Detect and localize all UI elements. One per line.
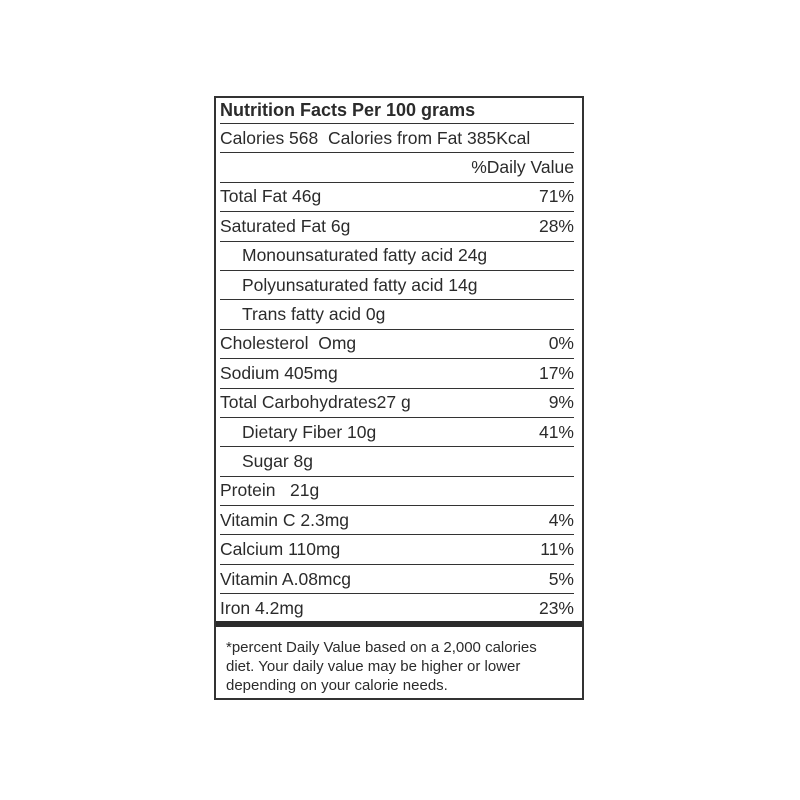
nutrient-percent: 23% (538, 598, 574, 619)
calories-text: Calories 568 Calories from Fat 385Kcal (220, 127, 531, 148)
footnote: *percent Daily Value based on a 2,000 calories diet. Your daily value may be higher or lower depending on your calorie needs. (226, 639, 537, 694)
nutrient-name: Iron 4.2mg (220, 598, 304, 619)
calories-row (220, 124, 574, 153)
nutrient-name: Saturated Fat 6g (220, 215, 351, 236)
nutrient-name: Sodium 405mg (220, 362, 338, 383)
nutrient-percent: 11% (540, 539, 574, 560)
daily-value-header: %Daily Value (471, 157, 574, 178)
nutrient-row (220, 300, 574, 329)
nutrient-row (220, 359, 574, 388)
nutrient-percent: 71% (538, 186, 574, 207)
nutrient-row (220, 212, 574, 241)
daily-value-header-row (220, 153, 574, 182)
nutrition-table (220, 98, 574, 624)
nutrient-name: Total Fat 46g (220, 186, 322, 207)
label-title: Nutrition Facts Per 100 grams (220, 100, 476, 120)
nutrient-row (220, 565, 574, 594)
nutrient-row (220, 594, 574, 623)
nutrient-row (220, 418, 574, 447)
nutrient-percent: 41% (538, 421, 574, 442)
thick-divider (216, 621, 582, 627)
nutrient-name: Sugar 8g (242, 450, 314, 471)
nutrient-name: Cholesterol Omg (220, 333, 357, 354)
nutrient-name: Calcium 110mg (220, 539, 341, 560)
nutrient-row (220, 183, 574, 212)
nutrient-name: Total Carbohydrates27 g (220, 392, 411, 413)
nutrient-row (220, 271, 574, 300)
nutrient-row (220, 506, 574, 535)
nutrient-percent: 9% (548, 392, 574, 413)
nutrient-row (220, 447, 574, 476)
nutrient-percent: 4% (548, 509, 574, 530)
nutrient-name: Protein 21g (220, 480, 320, 501)
nutrient-row (220, 477, 574, 506)
nutrient-row (220, 535, 574, 564)
nutrient-row (220, 242, 574, 271)
nutrition-facts-label (214, 96, 584, 700)
nutrient-name: Trans fatty acid 0g (242, 304, 386, 325)
nutrient-name: Vitamin C 2.3mg (220, 509, 350, 530)
nutrient-row (220, 330, 574, 359)
nutrient-percent: 0% (548, 333, 574, 354)
nutrient-percent: 28% (538, 215, 574, 236)
nutrient-row (220, 389, 574, 418)
nutrient-name: Polyunsaturated fatty acid 14g (242, 274, 478, 295)
label-title-row (220, 98, 574, 124)
nutrient-percent: 17% (538, 362, 574, 383)
nutrient-name: Dietary Fiber 10g (242, 421, 377, 442)
nutrient-name: Vitamin A.08mcg (220, 568, 351, 589)
nutrient-name: Monounsaturated fatty acid 24g (242, 245, 488, 266)
nutrient-percent: 5% (548, 568, 574, 589)
